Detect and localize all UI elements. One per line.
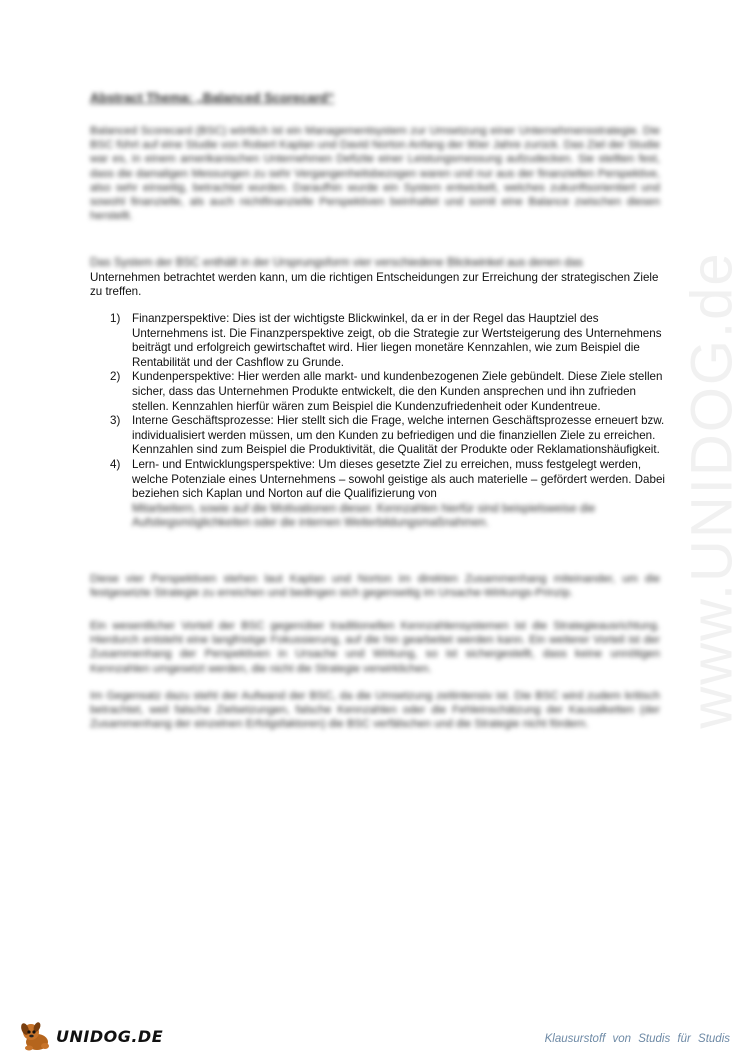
list-number: 2) [110, 370, 121, 384]
list-number: 1) [110, 312, 121, 325]
disadvantage-paragraph: Im Gegensatz dazu steht der Aufwand der BSC, da die Umsetzung zeitintensiv ist. Die BSC wird zudem kritisch betrachtet, weil falsche Zielsetzungen, falsche Kennzahlen oder die Fehleinschätzung der Kausalketten (der Zusammenhang der einzelnen Erfolgsfaktoren) die BSC verfälschen und die Strategie nicht fördern. [90, 690, 660, 731]
list-item-tail-blurred: Mitarbeitern, sowie auf die Motivationen dieser. Kennzahlen hierfür sind beispielsweise die Aufstiegsmöglichkeiten oder die internen Weiterbildungsmaßnahmen. [132, 501, 596, 530]
list-number: 4) [110, 457, 121, 471]
list-item-text: Kundenperspektive: Hier werden alle markt- und kundenbezogenen Ziele gebündelt. Diese Ziele stellen sicher, dass das Unternehmen Produkte entwickelt, die den Kunden ansprechen und ihn zufrieden stellen. Kennzahlen hierfür wären zum Beispiel die Kundenzufriedenheit oder Kundentreue. [132, 370, 663, 413]
list-item [110, 414, 670, 458]
unidog-logo[interactable] [18, 1018, 163, 1054]
logo-text: UNIDOG.DE [56, 1026, 164, 1046]
dog-mascot-icon [18, 1020, 54, 1052]
list-number: 3) [110, 414, 121, 428]
system-sentence: Unternehmen betrachtet werden kann, um die richtigen Entscheidungen zur Erreichung der strategischen Ziele zu treffen. [90, 270, 659, 299]
list-item-text: Lern- und Entwicklungsperspektive: Um dieses gesetzte Ziel zu erreichen, muss festgelegt werden, welche Potenziale eines Unternehmens – sowohl geistige als auch materielle – gefördert werden. Dabei beziehen sich Kaplan und Norton auf die Qualifizierung von [132, 457, 665, 501]
list-item [110, 458, 670, 531]
list-item-text: Interne Geschäftsprozesse: Hier stellt sich die Frage, welche internen Geschäftsprozesse erneuert bzw. individualisiert werden müssen, um den Kunden zu befriedigen und die finanziellen Ziele zu erreichen. Kennzahlen sind zum Beispiel die Produktivität, die Qualität der Produkte oder Reklamationshäufigkeit. [132, 414, 665, 457]
list-item-text: Finanzperspektive: Dies ist der wichtigste Blickwinkel, da er in der Regel das Hauptziel des Unternehmens ist. Die Finanzperspektive zeigt, ob die Strategie zur Wertsteigerung des Unternehmens beiträgt und erfolgreich gewirtschaftet wird. Hier liegen monetäre Kennzahlen, wie zum Beispiel die Rentabilität und der Cashflow zu Grunde. [132, 312, 662, 369]
footer-tagline: Klausurstoff von Studis für Studis [544, 1033, 730, 1045]
intro-paragraph: Balanced Scorecard (BSC) wörtlich ist ein Managementsystem zur Umsetzung einer Unternehmensstrategie. Die BSC führt auf eine Studie von Robert Kaplan und David Norton Anfang der 90er Jahre zurück. Das Ziel der Studie war es, in einem amerikanischen Unternehmen Defizite einer Leistungsmessung aufzudecken. Sie stellten fest, dass die damaligen Messungen zu sehr Vergangenheitsbezogen waren und nur aus der finanziellen Perspektive, also sehr einseitig, betrachtet wurden. Daraufhin wurde ein System entwickelt, welches zukunftsorientiert und sowohl finanzielle, als auch nichtfinanzielle Perspektiven beinhaltet und somit eine Balance zwischen diesen herstellt. [90, 125, 660, 223]
list-item [110, 370, 670, 414]
system-lead-blurred: Das System der BSC enthält in der Ursprungsform vier verschiedene Blickwinkel aus denen das [90, 256, 583, 269]
document-title: Abstract Thema: „Balanced Scorecard“ [90, 90, 335, 105]
advantage-paragraph: Ein wesentlicher Vorteil der BSC gegenüber traditionellen Kennzahlensystemen ist die Strategieausrichtung. Hierdurch entsteht eine langfristige Fokussierung, auf die hin gearbeitet werden kann. Ein weiterer Vorteil ist der Zusammenhang der Perspektiven in Ursache und Wirkung, so ist sichergestellt, dass keine unnötigen Kennzahlen umgesetzt werden, die nicht die Strategie verwirklichen. [90, 620, 660, 675]
summary-paragraph: Diese vier Perspektiven stehen laut Kaplan und Norton im direkten Zusammenhang miteinander, um die festgesetzte Strategie zu erreichen und bedingen sich gegenseitig im Ursache-Wirkungs-Prinzip. [90, 573, 660, 600]
perspectives-list [110, 312, 670, 531]
list-item [110, 312, 670, 370]
system-paragraph [90, 256, 670, 300]
watermark-text: www.UNIDOG.de [679, 251, 745, 729]
